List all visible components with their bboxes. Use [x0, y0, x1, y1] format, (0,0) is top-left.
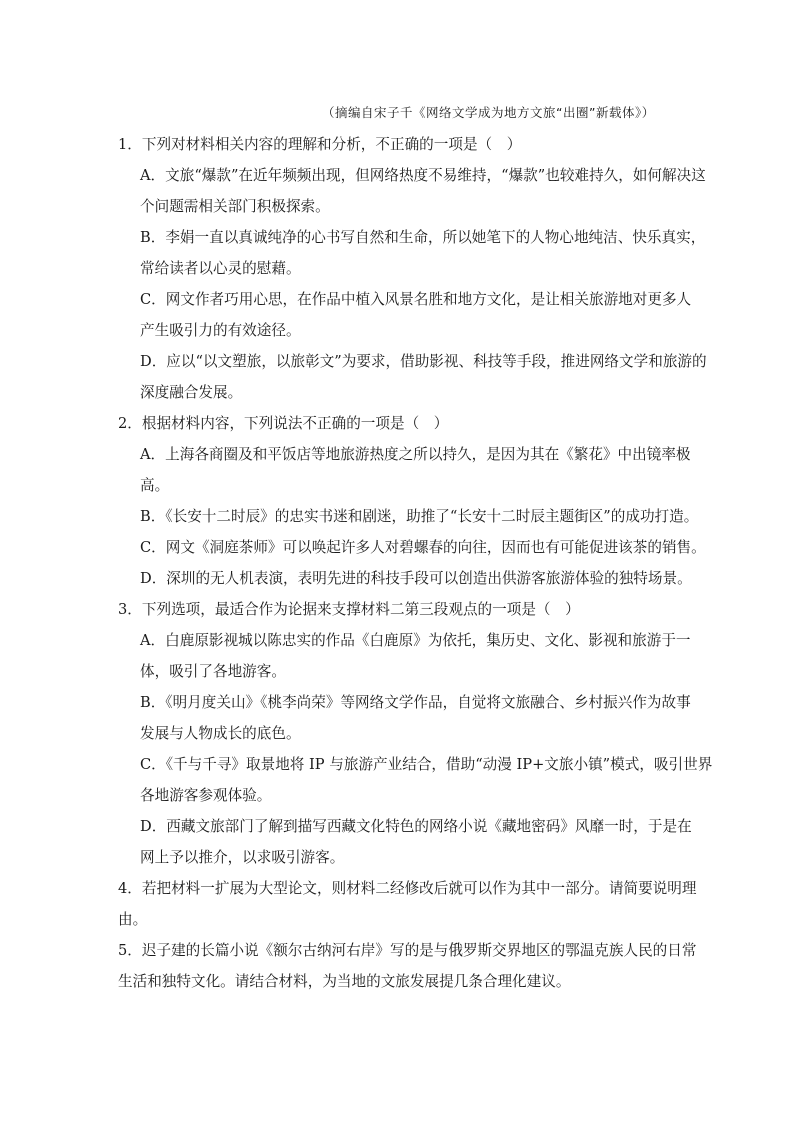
question-1-option-a: A．文旅“爆款”在近年频频出现，但网络热度不易维持，“爆款”也较难持久，如何解决这: [140, 167, 706, 184]
question-3-option-b: B．《明月度关山》《桃李尚荣》等网络文学作品，自觉将文旅融合、乡村振兴作为故事: [140, 694, 691, 711]
question-3-option-d-cont: 网上予以推介，以求吸引游客。: [140, 849, 345, 866]
question-2-option-c: C．网文《洞庭茶师》可以唤起许多人对碧螺春的向往，因而也有可能促进该茶的销售。: [140, 539, 706, 556]
question-3-option-a: A．白鹿原影视城以陈忠实的作品《白鹿原》为依托，集历史、文化、影视和旅游于一: [140, 632, 691, 649]
question-3-option-c: C．《千与千寻》取景地将 IP 与旅游产业结合，借助“动漫 IP+文旅小镇”模式，吸引世界: [140, 756, 713, 773]
question-3-stem: 3．下列选项，最适合作为论据来支撑材料二第三段观点的一项是（ ）: [118, 601, 580, 618]
question-1-option-a-cont: 个问题需相关部门积极探索。: [140, 198, 330, 215]
question-3-option-a-cont: 体，吸引了各地游客。: [140, 663, 286, 680]
question-1-option-c-cont: 产生吸引力的有效途径。: [140, 322, 301, 339]
question-4-stem-cont: 由。: [118, 911, 148, 928]
question-2-option-a: A．上海各商圈及和平饭店等地旅游热度之所以持久，是因为其在《繁花》中出镜率极: [140, 446, 691, 463]
question-5-stem-cont: 生活和独特文化。请结合材料，为当地的文旅发展提几条合理化建议。: [118, 973, 571, 990]
question-1-stem: 1．下列对材料相关内容的理解和分析，不正确的一项是（ ）: [118, 136, 522, 153]
question-1-option-d: D．应以“以文塑旅，以旅彰文”为要求，借助影视、科技等手段，推进网络文学和旅游的: [140, 353, 707, 370]
question-3-option-c-cont: 各地游客参观体验。: [140, 787, 272, 804]
question-2-option-a-cont: 高。: [140, 477, 170, 494]
question-1-option-b: B．李娟一直以真诚纯净的心书写自然和生命，所以她笔下的人物心地纯洁、快乐真实，: [140, 229, 706, 246]
question-2-stem: 2．根据材料内容，下列说法不正确的一项是（ ）: [118, 415, 449, 432]
source-citation: （摘编自宋子千《网络文学成为地方文旅“出圈”新载体》）: [322, 105, 655, 120]
question-1-option-c: C．网文作者巧用心思，在作品中植入风景名胜和地方文化，是让相关旅游地对更多人: [140, 291, 692, 308]
question-2-option-d: D．深圳的无人机表演，表明先进的科技手段可以创造出供游客旅游体验的独特场景。: [140, 570, 692, 587]
question-3-option-b-cont: 发展与人物成长的底色。: [140, 725, 301, 742]
question-1-option-d-cont: 深度融合发展。: [140, 384, 243, 401]
question-5-stem: 5．迟子建的长篇小说《额尔古纳河右岸》写的是与俄罗斯交界地区的鄂温克族人民的日常: [118, 942, 697, 959]
question-1-option-b-cont: 常给读者以心灵的慰藉。: [140, 260, 301, 277]
question-3-option-d: D．西藏文旅部门了解到描写西藏文化特色的网络小说《藏地密码》风靡一时，于是在: [140, 818, 692, 835]
question-2-option-b: B．《长安十二时辰》的忠实书迷和剧迷，助推了“长安十二时辰主题街区”的成功打造。: [140, 508, 699, 525]
question-4-stem: 4．若把材料一扩展为大型论文，则材料二经修改后就可以作为其中一部分。请简要说明理: [118, 880, 697, 897]
